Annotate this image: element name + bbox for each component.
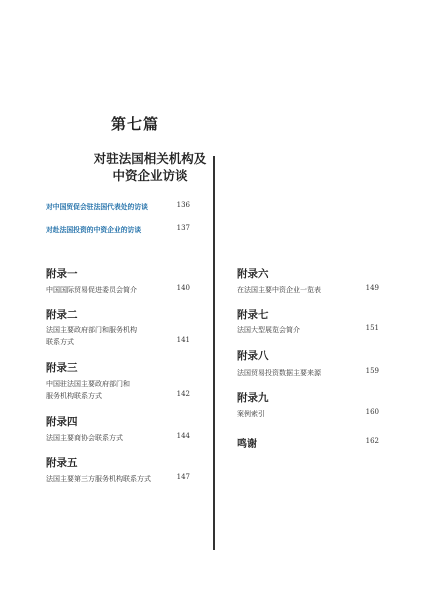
interview-page-number: 137 [176,224,190,232]
section-heading-line-1: 对驻法国相关机构及 [93,151,207,166]
acknowledgements-title[interactable]: 鸣谢 [237,439,257,450]
part-title: 第七篇 [110,115,159,133]
appendix-9-title: 附录九 [237,392,269,404]
acknowledgements-page: 162 [365,437,379,445]
appendix-8-entry[interactable]: 法国贸易投资数据主要来源 [237,369,321,377]
appendix-1-title: 附录一 [46,268,78,280]
appendix-4-title: 附录四 [46,416,78,428]
appendix-7-title: 附录七 [237,309,269,321]
appendix-6-entry[interactable]: 在法国主要中资企业一览表 [237,286,321,294]
appendix-6-page: 149 [365,284,379,292]
appendix-3-page: 142 [176,390,190,398]
appendix-8-page: 159 [365,367,379,375]
column-divider [213,156,215,550]
interview-page-number: 136 [176,201,190,209]
appendix-9-entry[interactable]: 案例索引 [237,410,265,418]
interview-link-enterprises[interactable]: 对赴法国投资的中资企业的访谈 [46,226,142,234]
appendix-2-page: 141 [176,336,190,344]
appendix-4-entry[interactable]: 法国主要商协会联系方式 [46,434,123,442]
appendix-7-entry[interactable]: 法国大型展览会简介 [237,326,300,334]
appendix-8-title: 附录八 [237,350,269,362]
appendix-2-title: 附录二 [46,309,78,321]
appendix-5-entry[interactable]: 法国主要第三方服务机构联系方式 [46,475,151,483]
interview-link-ccpit[interactable]: 对中国贸促会驻法国代表处的访谈 [46,203,148,211]
appendix-5-page: 147 [176,473,190,481]
section-heading [30,150,270,184]
appendix-3-entry[interactable]: 中国驻法国主要政府部门和 服务机构联系方式 [46,380,130,400]
appendix-5-title: 附录五 [46,457,78,469]
section-heading-line-2: 中资企业访谈 [112,168,188,183]
appendix-2-entry[interactable]: 法国主要政府部门和服务机构 联系方式 [46,326,137,346]
appendix-9-page: 160 [365,408,379,416]
appendix-1-page: 140 [176,284,190,292]
appendix-4-page: 144 [176,432,190,440]
appendix-6-title: 附录六 [237,268,269,280]
appendix-7-page: 151 [365,324,379,332]
appendix-1-entry[interactable]: 中国国际贸易促进委员会简介 [46,286,137,294]
appendix-3-title: 附录三 [46,362,78,374]
